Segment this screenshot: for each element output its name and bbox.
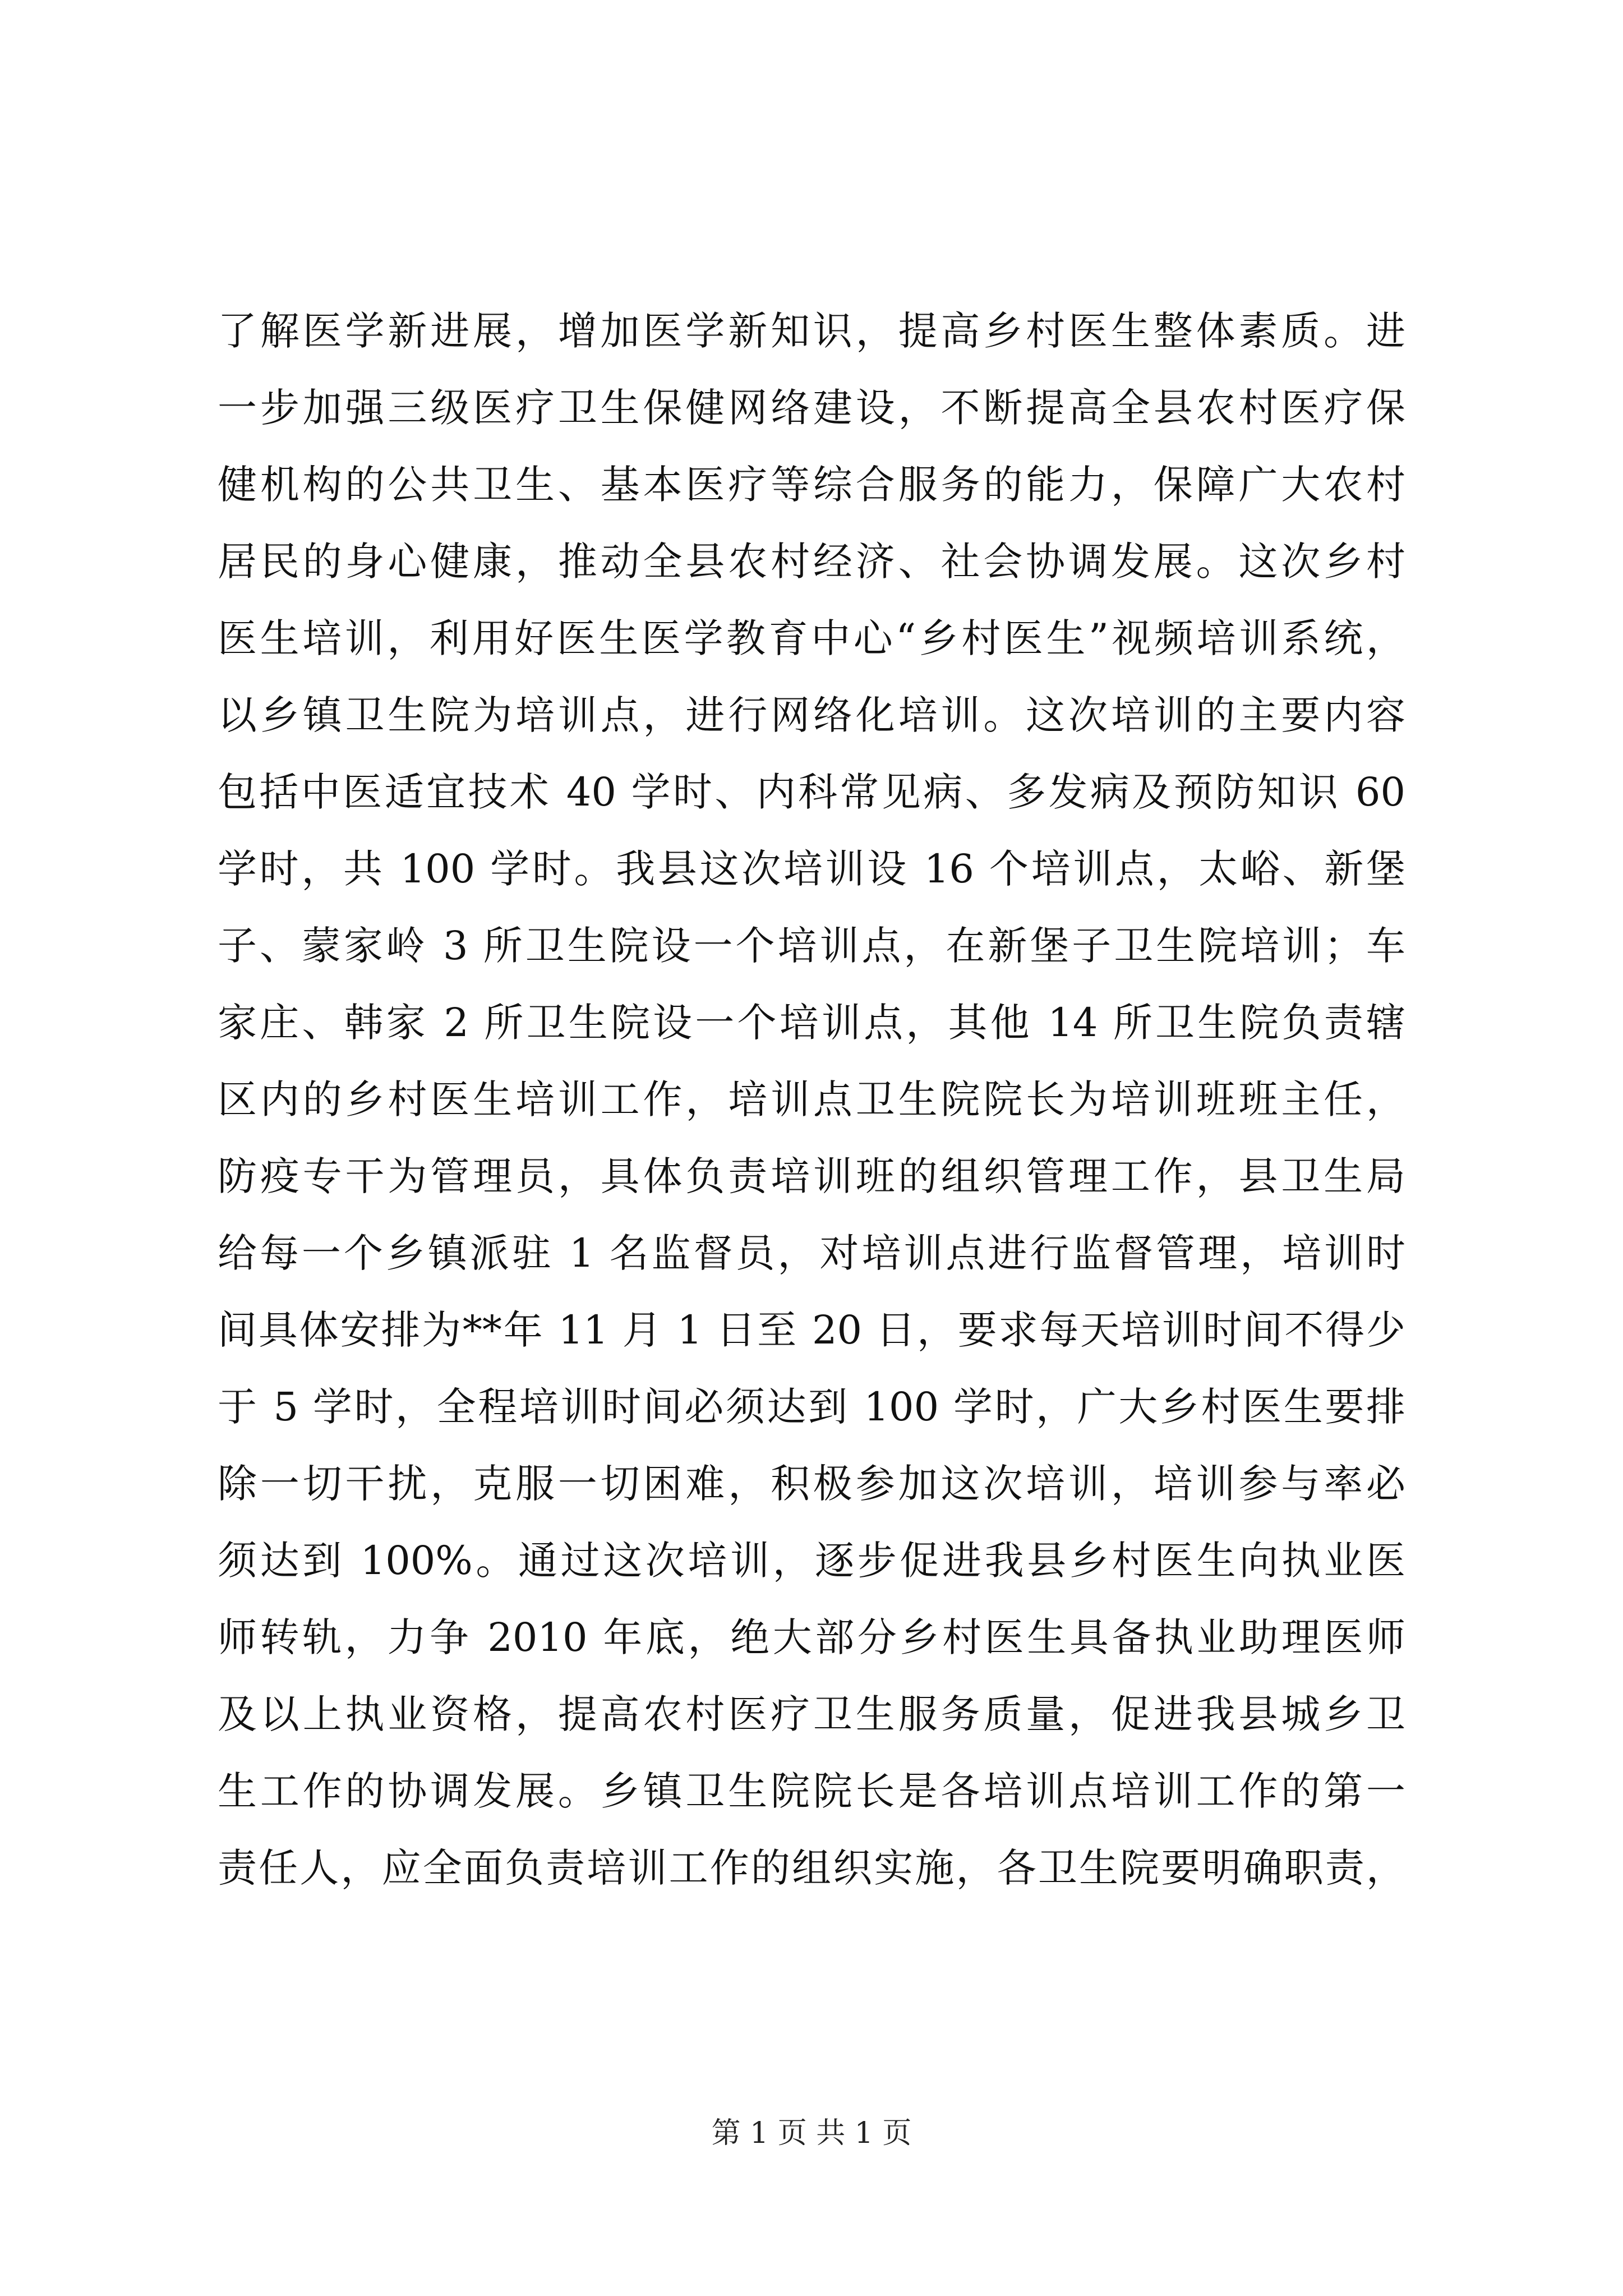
text-line-3: 健机构的公共卫生、基本医疗等综合服务的能力，保障广大农村 [218,462,1405,508]
text-line-12: 防疫专干为管理员，具体负责培训班的组织管理工作，县卫生局 [218,1153,1405,1199]
text-line-2: 一步加强三级医疗卫生保健网络建设，不断提高全县农村医疗保 [218,385,1405,431]
text-line-8: 学时，共 100 学时。我县这次培训设 16 个培训点，太峪、新堡 [218,846,1405,892]
text-line-11: 区内的乡村医生培训工作，培训点卫生院院长为培训班班主任， [218,1076,1405,1122]
text-line-16: 除一切干扰，克服一切困难，积极参加这次培训，培训参与率必 [218,1461,1405,1507]
text-line-17: 须达到 100%。通过这次培训，逐步促进我县乡村医生向执业医 [218,1538,1405,1584]
page-footer: 第 1 页 共 1 页 [711,2116,912,2150]
text-line-18: 师转轨，力争 2010 年底，绝大部分乡村医生具备执业助理医师 [218,1614,1405,1660]
text-line-14: 间具体安排为**年 11 月 1 日至 20 日，要求每天培训时间不得少 [218,1307,1405,1353]
text-line-10: 家庄、韩家 2 所卫生院设一个培训点，其他 14 所卫生院负责辖 [218,1000,1405,1046]
body-text [218,293,1405,1907]
text-line-19: 及以上执业资格，提高农村医疗卫生服务质量，促进我县城乡卫 [218,1691,1405,1737]
text-line-7: 包括中医适宜技术 40 学时、内科常见病、多发病及预防知识 60 [218,769,1405,815]
text-line-4: 居民的身心健康，推动全县农村经济、社会协调发展。这次乡村 [218,539,1405,585]
text-line-9: 子、蒙家岭 3 所卫生院设一个培训点，在新堡子卫生院培训；车 [218,923,1405,969]
text-line-6: 以乡镇卫生院为培训点，进行网络化培训。这次培训的主要内容 [218,692,1405,738]
text-line-21: 责任人，应全面负责培训工作的组织实施，各卫生院要明确职责， [218,1845,1405,1891]
text-line-20: 生工作的协调发展。乡镇卫生院院长是各培训点培训工作的第一 [218,1768,1405,1814]
text-line-1: 了解医学新进展，增加医学新知识，提高乡村医生整体素质。进 [218,308,1405,354]
text-line-13: 给每一个乡镇派驻 1 名监督员，对培训点进行监督管理，培训时 [218,1230,1405,1276]
text-line-5: 医生培训，利用好医生医学教育中心“乡村医生”视频培训系统， [218,615,1405,661]
text-line-15: 于 5 学时，全程培训时间必须达到 100 学时，广大乡村医生要排 [218,1384,1405,1430]
